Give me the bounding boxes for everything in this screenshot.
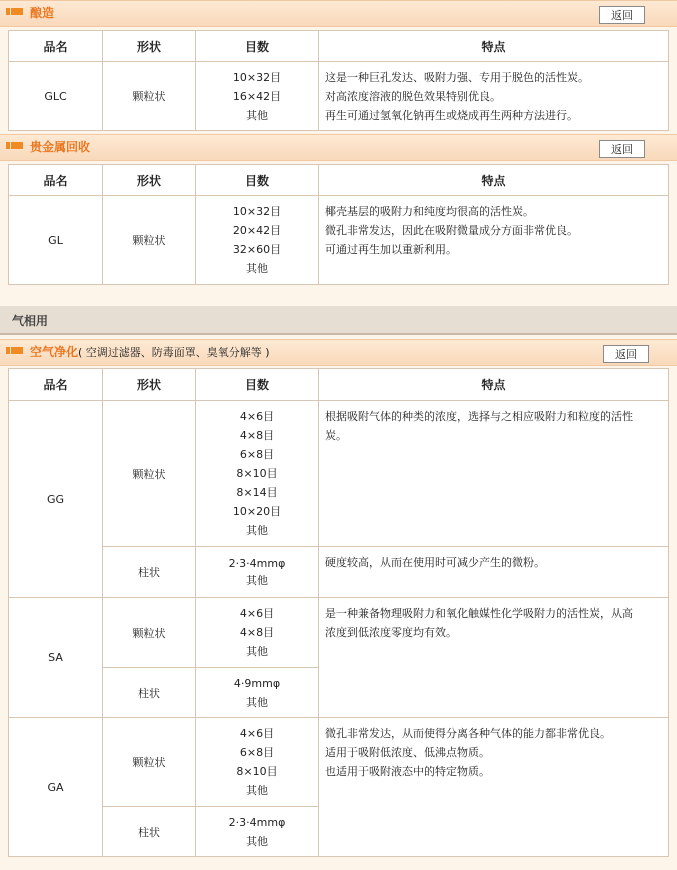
product-shape: 柱状	[103, 807, 196, 857]
mesh-cell	[196, 668, 319, 718]
mesh-cell	[196, 598, 319, 668]
back-button[interactable]: 返回	[599, 6, 645, 24]
col-header-name: 品名	[9, 165, 103, 196]
features-cell	[319, 62, 669, 131]
feature-text: 硬度较高，从而在使用时可减少产生的微粉。	[325, 556, 545, 569]
feature-text: 炭。	[325, 429, 347, 442]
mesh-value: 4·9mmφ	[233, 676, 281, 690]
mesh-value: 8×14目	[236, 486, 278, 499]
col-header-name: 品名	[9, 369, 103, 401]
mesh-cell	[196, 401, 319, 547]
table-row	[9, 62, 669, 131]
mesh-value: 20×42目	[232, 224, 282, 237]
feature-text: 是一种兼备物理吸附力和氧化触媒性化学吸附力的活性炭，从高	[325, 607, 633, 620]
table-row	[9, 718, 669, 807]
features-cell	[319, 598, 669, 718]
mesh-value: 4×6目	[239, 607, 275, 620]
category-title: 气相用	[12, 314, 49, 328]
table-header-row	[9, 165, 669, 196]
col-header-features: 特点	[319, 165, 669, 196]
mesh-value: 10×32目	[232, 205, 282, 218]
mesh-value: 8×10目	[236, 765, 278, 778]
table-row	[9, 196, 669, 285]
feature-text: 这是一种巨孔发达、吸附力强、专用于脱色的活性炭。	[325, 71, 589, 84]
category-bar-gas-phase	[0, 306, 677, 335]
product-name: GG	[9, 401, 103, 598]
spec-table-air-purification	[8, 368, 669, 857]
mesh-value: 2·3·4mmφ	[228, 815, 286, 829]
mesh-value: 其他	[246, 784, 268, 797]
section-header-air-purification	[0, 339, 677, 366]
features-cell	[319, 718, 669, 857]
product-shape: 颗粒状	[103, 401, 196, 547]
mesh-value: 6×8目	[239, 746, 275, 759]
col-header-features: 特点	[319, 369, 669, 401]
mesh-value: 2·3·4mmφ	[228, 557, 286, 570]
product-shape: 颗粒状	[103, 598, 196, 668]
feature-text: 也适用于吸附液态中的特定物质。	[325, 765, 490, 778]
col-header-mesh: 目数	[196, 369, 319, 401]
section-title: 酿造	[30, 6, 55, 20]
mesh-value: 10×32目	[232, 70, 282, 84]
mesh-value: 4×8目	[239, 429, 275, 442]
mesh-value: 其他	[246, 645, 268, 658]
col-header-mesh: 目数	[196, 165, 319, 196]
product-shape: 颗粒状	[103, 718, 196, 807]
product-name: GA	[9, 718, 103, 857]
section-subtitle: ( 空调过滤器、防毒面罩、臭氧分解等 )	[78, 346, 270, 359]
spec-table-brewing	[8, 30, 669, 131]
feature-text: 微孔非常发达，从而使得分离各种气体的能力都非常优良。	[325, 727, 611, 740]
product-name: GL	[9, 196, 103, 285]
table-row	[9, 547, 669, 598]
mesh-value: 4×8目	[239, 626, 275, 639]
mesh-value: 4×6目	[239, 727, 275, 740]
mesh-value: 其他	[246, 262, 268, 275]
feature-text: 对高浓度溶液的脱色效果特别优良。	[325, 90, 501, 103]
col-header-name: 品名	[9, 31, 103, 62]
section-title: 贵金属回收	[30, 140, 91, 154]
table-header-row	[9, 31, 669, 62]
mesh-value: 其他	[246, 524, 268, 537]
section-title	[30, 343, 270, 360]
col-header-mesh: 目数	[196, 31, 319, 62]
orange-marker-icon	[6, 142, 24, 155]
feature-text: 适用于吸附低浓度、低沸点物质。	[325, 746, 490, 759]
mesh-value: 其他	[246, 574, 268, 587]
product-shape: 颗粒状	[103, 62, 196, 131]
feature-text: 根据吸附气体的种类的浓度，选择与之相应吸附力和粒度的活性	[325, 410, 633, 423]
mesh-value: 8×10目	[236, 467, 278, 480]
features-cell	[319, 401, 669, 547]
product-name: GLC	[9, 62, 103, 131]
mesh-value: 其他	[246, 834, 268, 848]
orange-marker-icon	[6, 347, 24, 360]
product-name: SA	[9, 598, 103, 718]
section-header-brewing	[0, 0, 677, 27]
back-button[interactable]: 返回	[599, 140, 645, 158]
col-header-shape: 形状	[103, 31, 196, 62]
mesh-value: 16×42目	[232, 89, 282, 103]
product-shape: 柱状	[103, 668, 196, 718]
mesh-value: 其他	[246, 108, 268, 122]
col-header-features: 特点	[319, 31, 669, 62]
mesh-value: 其他	[246, 695, 268, 709]
table-row	[9, 598, 669, 668]
table-row	[9, 401, 669, 547]
col-header-shape: 形状	[103, 369, 196, 401]
mesh-cell	[196, 718, 319, 807]
mesh-cell	[196, 547, 319, 598]
feature-text: 可通过再生加以重新利用。	[325, 243, 457, 256]
col-header-shape: 形状	[103, 165, 196, 196]
mesh-value: 6×8目	[239, 448, 275, 461]
table-header-row	[9, 369, 669, 401]
mesh-cell	[196, 807, 319, 857]
spec-table-precious-metal	[8, 164, 669, 285]
section-header-precious-metal	[0, 134, 677, 161]
section-title-text: 空气净化	[30, 345, 79, 359]
mesh-cell	[196, 62, 319, 131]
product-shape: 柱状	[103, 547, 196, 598]
mesh-value: 4×6目	[239, 410, 275, 423]
feature-text: 浓度到低浓度零度均有效。	[325, 626, 457, 639]
feature-text: 微孔非常发达，因此在吸附微量成分方面非常优良。	[325, 224, 578, 237]
mesh-value: 10×20目	[232, 505, 282, 518]
mesh-cell	[196, 196, 319, 285]
orange-marker-icon	[6, 8, 24, 21]
back-button[interactable]: 返回	[603, 345, 649, 363]
features-cell	[319, 196, 669, 285]
feature-text: 椰壳基层的吸附力和纯度均很高的活性炭。	[325, 205, 534, 218]
feature-text: 再生可通过氢氧化钠再生或烧成再生两种方法进行。	[325, 109, 578, 122]
mesh-value: 32×60目	[232, 243, 282, 256]
features-cell	[319, 547, 669, 598]
product-shape: 颗粒状	[103, 196, 196, 285]
